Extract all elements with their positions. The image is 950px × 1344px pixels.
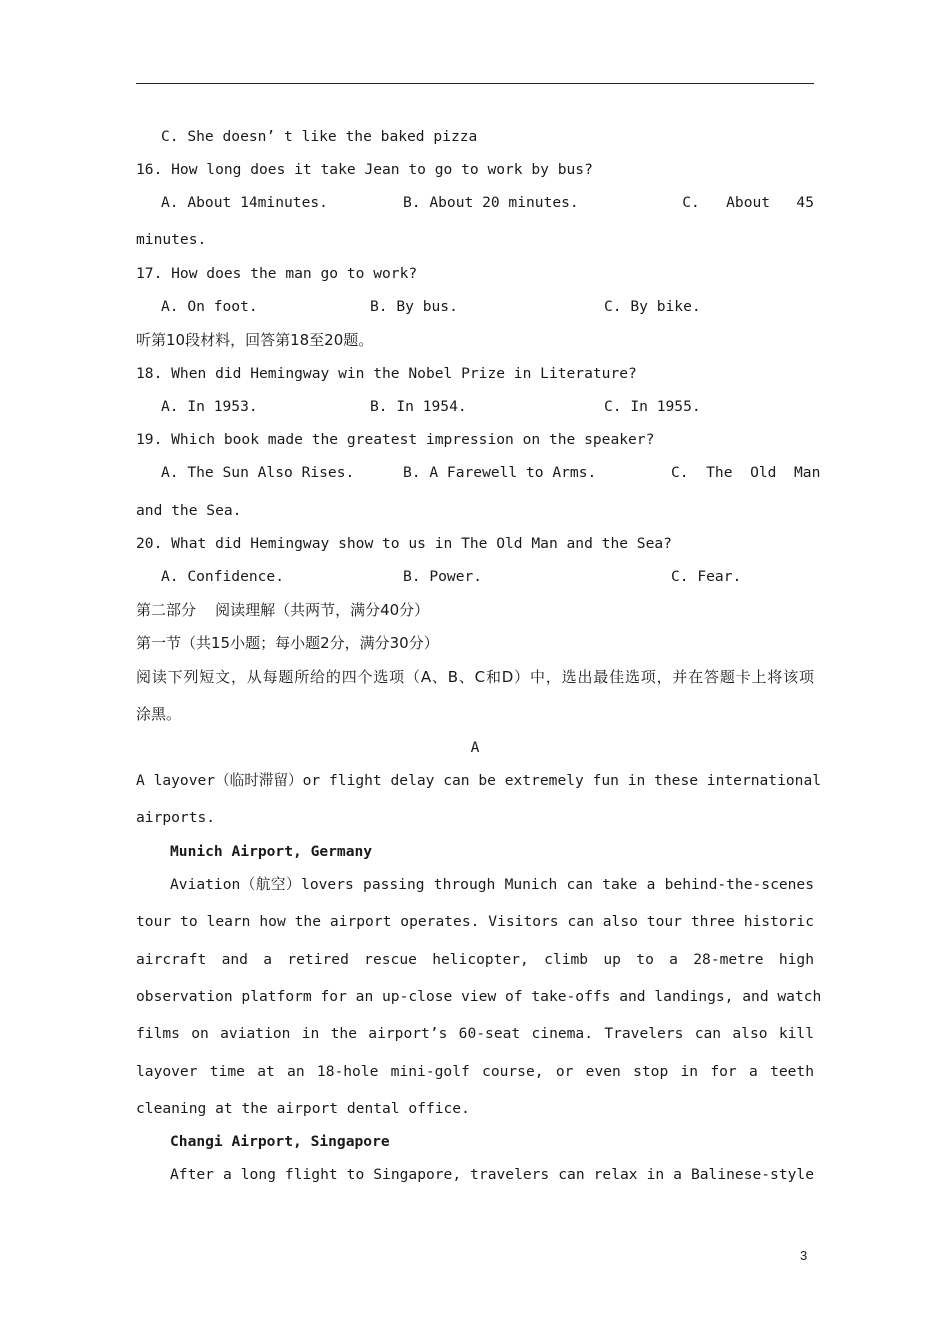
q18-option-b: B. In 1954. xyxy=(370,398,467,415)
q16-option-b: B. About 20 minutes. xyxy=(403,194,579,211)
q17-option-a: A. On foot. xyxy=(161,298,258,315)
header-rule xyxy=(136,83,814,84)
q18-option-c: C. In 1955. xyxy=(604,398,701,415)
q19-option-b: B. A Farewell to Arms. xyxy=(403,464,597,481)
passage-intro-cont: airports. xyxy=(136,809,216,826)
q15-option-c: C. She doesn’ t like the baked pizza xyxy=(161,128,478,145)
q16-option-c: C. About 45 xyxy=(682,194,814,211)
q16-option-c-cont: minutes. xyxy=(136,231,207,248)
munich-paragraph-line-3: aircraft and a retired rescue helicopter, climb up to a 28-metre high xyxy=(136,951,814,968)
question-19: 19. Which book made the greatest impression on the speaker? xyxy=(136,431,655,448)
munich-paragraph-line-5: films on aviation in the airport’s 60-seat cinema. Travelers can also kill xyxy=(136,1025,814,1042)
q17-options xyxy=(161,297,814,317)
subheading-changi: Changi Airport, Singapore xyxy=(170,1133,390,1150)
passage-title: A xyxy=(470,739,480,756)
munich-paragraph-line-1: Aviation（航空）lovers passing through Munich can take a behind-the-scenes xyxy=(170,876,814,893)
section-one-heading: 第一节（共15小题；每小题2分，满分30分） xyxy=(136,634,439,652)
q20-option-a: A. Confidence. xyxy=(161,568,285,585)
q19-option-a: A. The Sun Also Rises. xyxy=(161,464,355,481)
munich-paragraph-line-6: layover time at an 18-hole mini-golf course, or even stop in for a teeth xyxy=(136,1063,814,1080)
page-number: 3 xyxy=(800,1248,808,1263)
reading-instruction: 阅读下列短文，从每题所给的四个选项（A、B、C和D）中，选出最佳选项，并在答题卡上将该项 xyxy=(136,668,814,686)
subheading-munich: Munich Airport, Germany xyxy=(170,843,373,860)
q16-option-a: A. About 14minutes. xyxy=(161,194,328,211)
question-18: 18. When did Hemingway win the Nobel Prize in Literature? xyxy=(136,365,637,382)
munich-paragraph-line-4: observation platform for an up-close view of take-offs and landings, and watch xyxy=(136,988,822,1005)
reading-instruction-cont: 涂黑。 xyxy=(136,705,182,723)
munich-paragraph-line-2: tour to learn how the airport operates. Visitors can also tour three historic xyxy=(136,913,814,930)
q18-option-a: A. In 1953. xyxy=(161,398,258,415)
q18-options xyxy=(161,397,814,417)
q20-option-c: C. Fear. xyxy=(671,568,742,585)
section-instruction: 听第10段材料，回答第18至20题。 xyxy=(136,331,374,349)
q20-option-b: B. Power. xyxy=(403,568,483,585)
passage-intro: A layover（临时滞留）or flight delay can be extremely fun in these international xyxy=(136,772,822,789)
question-17: 17. How does the man go to work? xyxy=(136,265,418,282)
question-16: 16. How long does it take Jean to go to work by bus? xyxy=(136,161,593,178)
q16-options xyxy=(161,193,814,213)
q19-option-c-cont: and the Sea. xyxy=(136,502,242,519)
q20-options xyxy=(161,567,814,587)
question-20: 20. What did Hemingway show to us in The Old Man and the Sea? xyxy=(136,535,672,552)
q17-option-b: B. By bus. xyxy=(370,298,458,315)
munich-paragraph-line-7: cleaning at the airport dental office. xyxy=(136,1100,470,1117)
q19-options xyxy=(161,463,821,483)
q17-option-c: C. By bike. xyxy=(604,298,701,315)
q19-option-c: C. The Old Man xyxy=(671,464,821,481)
changi-paragraph-line-1: After a long flight to Singapore, travelers can relax in a Balinese-style xyxy=(170,1166,814,1183)
part-two-heading: 第二部分 阅读理解（共两节，满分40分） xyxy=(136,601,430,619)
